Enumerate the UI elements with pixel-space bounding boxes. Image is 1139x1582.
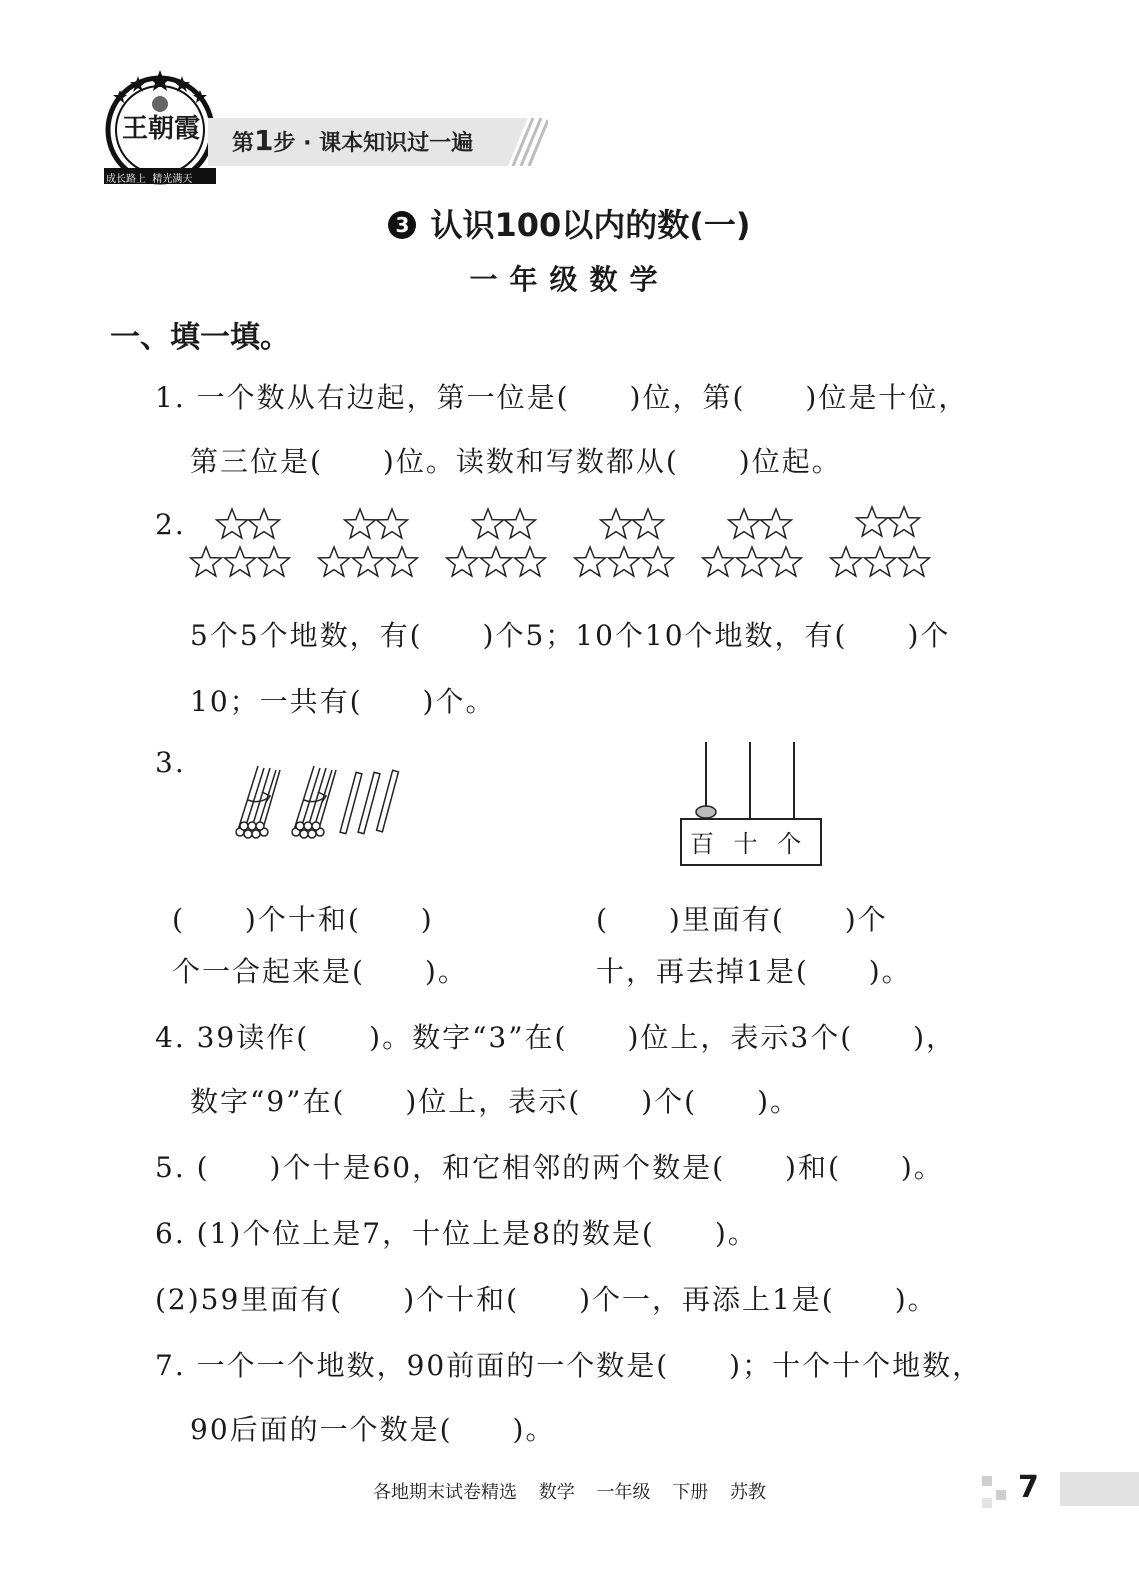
footer-page-bar	[1060, 1472, 1139, 1506]
footer-edition: 苏教	[729, 1482, 766, 1503]
footer-book-title: 各地期末试卷精选	[373, 1482, 518, 1503]
step-prefix: 第	[232, 131, 255, 156]
section-heading: 一、填一填。	[110, 320, 290, 355]
abacus-figure	[690, 742, 810, 820]
question-2-number: 2.	[155, 508, 186, 541]
footer-book-info	[0, 1478, 1139, 1504]
question-4-line-2: 数字“9”在( )位上，表示( )个( )。	[190, 1085, 800, 1118]
star-groups-figure	[188, 505, 948, 585]
question-2-line-2: 10；一共有( )个。	[190, 685, 496, 718]
title-number-badge: 3	[388, 211, 416, 239]
logo-slogan-left: 成长路上	[106, 174, 146, 185]
question-1-line-1: 1. 一个数从右边起，第一位是( )位，第( )位是十位，	[155, 381, 969, 414]
question-3-left-line-1: ( )个十和( )	[172, 903, 434, 936]
footer-subject: 数学	[538, 1482, 575, 1503]
question-4-line-1: 4. 39读作( )。数字“3”在( )位上，表示3个( )，	[155, 1021, 957, 1054]
title-text: 认识100以内的数(一)	[430, 206, 751, 244]
step-label	[232, 124, 473, 157]
question-6-part-1: 6. (1)个位上是7，十位上是8的数是( )。	[155, 1217, 758, 1250]
question-1-line-2: 第三位是( )位。读数和写数都从( )位起。	[190, 445, 842, 478]
footer-grade: 一年级	[596, 1482, 651, 1503]
step-suffix: 步 · 课本知识过一遍	[273, 131, 474, 156]
question-6-part-2: (2)59里面有( )个十和( )个一，再添上1是( )。	[155, 1283, 938, 1316]
question-3-right-line-2: 十，再去掉1是( )。	[596, 955, 912, 988]
step-number: 1	[254, 124, 274, 157]
stick-bundles-figure	[226, 762, 416, 844]
page-title	[0, 200, 1139, 246]
question-2-line-1: 5个5个地数，有( )个5；10个10个地数，有( )个	[190, 619, 951, 652]
question-7-line-1: 7. 一个一个地数，90前面的一个数是( )；十个十个地数，	[155, 1349, 983, 1382]
footer-decor-square	[996, 1490, 1006, 1500]
question-3-left-line-2: 个一合起来是( )。	[172, 955, 468, 988]
question-7-line-2: 90后面的一个数是( )。	[190, 1413, 556, 1446]
logo-slogan-right: 精光满天	[152, 174, 193, 185]
footer-volume: 下册	[672, 1482, 709, 1503]
page-number: 7	[1018, 1470, 1039, 1505]
question-3-right-line-1: ( )里面有( )个	[596, 903, 888, 936]
abacus-labels: 百 十 个	[690, 830, 808, 858]
logo-slogan	[106, 170, 192, 185]
footer-decor-square	[982, 1498, 992, 1508]
question-5: 5. ( )个十是60，和它相邻的两个数是( )和( )。	[155, 1151, 944, 1184]
footer-decor-square	[982, 1476, 992, 1486]
page-subtitle: 一年级数学	[469, 263, 670, 296]
question-3-number: 3.	[155, 746, 186, 779]
logo-text: 王朝霞	[122, 114, 201, 144]
